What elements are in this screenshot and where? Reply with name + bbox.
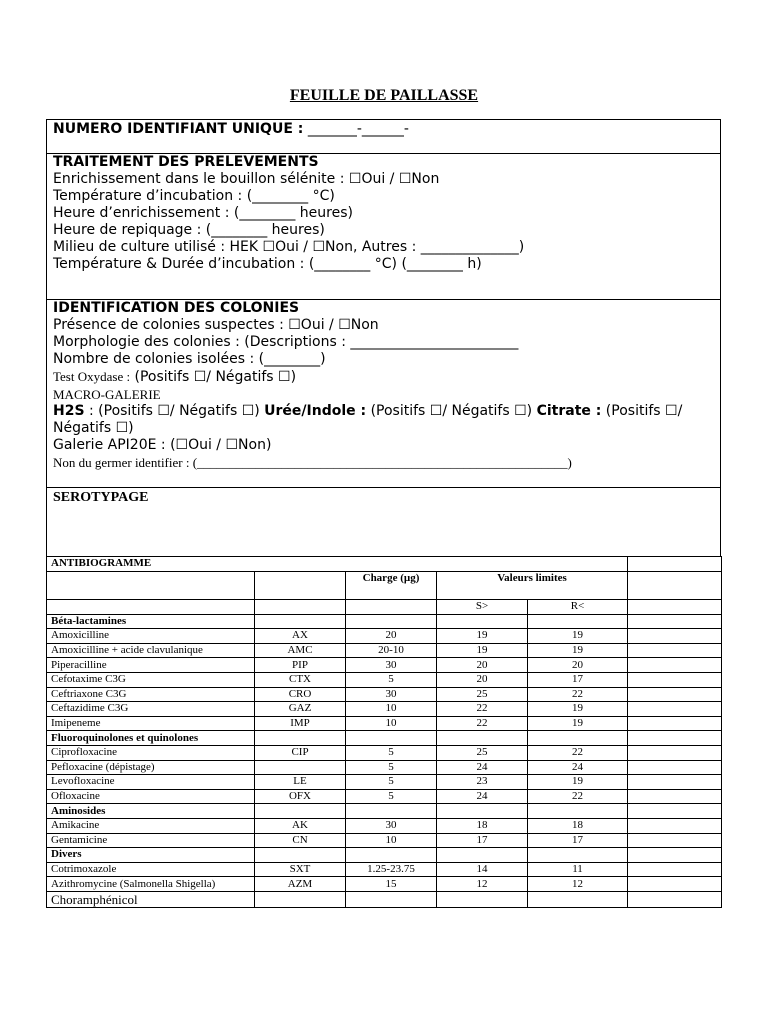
antibiotic-s-limit: 25 xyxy=(437,687,528,702)
uree-indole-value[interactable]: (Positifs ☐/ Négatifs ☐) xyxy=(366,403,537,419)
antibiotic-s-limit xyxy=(437,891,528,907)
antibiotic-s-limit: 14 xyxy=(437,862,528,877)
antibiotic-s-limit: 20 xyxy=(437,658,528,673)
antibiotic-name: Amoxicilline xyxy=(47,629,255,644)
antibiotic-code: PIP xyxy=(255,658,346,673)
antibiogramme-title: ANTIBIOGRAMME xyxy=(47,557,628,572)
antibiotic-group-row xyxy=(47,848,722,863)
antibiotic-charge: 30 xyxy=(346,687,437,702)
antibiotic-name: Cotrimoxazole xyxy=(47,862,255,877)
antibiotic-row xyxy=(47,789,722,804)
antibiotic-code: SXT xyxy=(255,862,346,877)
antibiogramme-subheader-row xyxy=(47,599,722,614)
traitement-header: TRAITEMENT DES PRELEVEMENTS xyxy=(53,154,319,170)
antibiotic-s-limit: 24 xyxy=(437,789,528,804)
antibiotic-charge: 5 xyxy=(346,760,437,775)
identifier-label: NUMERO IDENTIFIANT UNIQUE : xyxy=(53,121,304,137)
valeurs-limites-header: Valeurs limites xyxy=(437,571,628,599)
antibiotic-result-cell[interactable] xyxy=(628,687,722,702)
antibiotic-code: CRO xyxy=(255,687,346,702)
antibiotic-name: Amoxicilline + acide clavulanique xyxy=(47,643,255,658)
antibiotic-charge: 20 xyxy=(346,629,437,644)
antibiotic-r-limit: 19 xyxy=(528,643,628,658)
antibiotic-code: AMC xyxy=(255,643,346,658)
morphologie-line[interactable]: Morphologie des colonies : (Descriptions : ________________________ xyxy=(53,334,519,350)
antibiotic-name: Ciprofloxacine xyxy=(47,745,255,760)
antibiotic-row xyxy=(47,775,722,790)
antibiotic-code: GAZ xyxy=(255,702,346,717)
galerie-api20e-line[interactable]: Galerie API20E : (☐Oui / ☐Non) xyxy=(53,437,272,453)
antibiotic-group-label: Béta-lactamines xyxy=(47,614,255,629)
traitement-section xyxy=(46,153,721,300)
antibiotic-charge: 5 xyxy=(346,745,437,760)
antibiotic-r-limit: 17 xyxy=(528,833,628,848)
antibiotic-s-limit: 17 xyxy=(437,833,528,848)
antibiotic-r-limit: 20 xyxy=(528,658,628,673)
antibiotic-name: Ceftriaxone C3G xyxy=(47,687,255,702)
temperature-duree-line[interactable]: Température & Durée d’incubation : (________ °C) (________ h) xyxy=(53,256,482,272)
antibiotic-r-limit: 19 xyxy=(528,775,628,790)
serotypage-section xyxy=(46,487,721,557)
antibiotic-code xyxy=(255,760,346,775)
antibiotic-charge: 15 xyxy=(346,877,437,892)
antibiotic-result-cell[interactable] xyxy=(628,760,722,775)
antibiogramme-header-row xyxy=(47,571,722,599)
nombre-colonies-line[interactable]: Nombre de colonies isolées : (________) xyxy=(53,351,326,367)
temperature-incubation-line[interactable]: Température d’incubation : (________ °C) xyxy=(53,188,335,204)
antibiotic-result-cell[interactable] xyxy=(628,818,722,833)
antibiotic-row xyxy=(47,877,722,892)
antibiotic-name: Gentamicine xyxy=(47,833,255,848)
antibiotic-row xyxy=(47,643,722,658)
germe-identifie-line[interactable]: Non du germer identifier : (_________________________________________________________) xyxy=(53,455,572,470)
antibiotic-charge: 20-10 xyxy=(346,643,437,658)
antibiotic-result-cell[interactable] xyxy=(628,789,722,804)
s-header: S> xyxy=(437,599,528,614)
antibiotic-group-row xyxy=(47,614,722,629)
citrate-label: Citrate : xyxy=(536,403,602,419)
oxydase-line[interactable] xyxy=(53,368,714,386)
antibiotic-result-cell[interactable] xyxy=(628,833,722,848)
antibiogramme-table xyxy=(46,556,722,908)
antibiotic-code xyxy=(255,891,346,907)
antibiotic-group-label: Divers xyxy=(47,848,255,863)
antibiotic-s-limit: 25 xyxy=(437,745,528,760)
antibiotic-r-limit: 19 xyxy=(528,629,628,644)
antibiotic-row xyxy=(47,658,722,673)
antibiotic-group-label: Fluoroquinolones et quinolones xyxy=(47,731,255,746)
h2s-label: H2S xyxy=(53,403,85,419)
antibiotic-result-cell[interactable] xyxy=(628,775,722,790)
antibiotic-charge: 1.25-23.75 xyxy=(346,862,437,877)
antibiotic-s-limit: 22 xyxy=(437,716,528,731)
antibiotic-code: LE xyxy=(255,775,346,790)
antibiotic-s-limit: 18 xyxy=(437,818,528,833)
heure-enrichissement-line[interactable]: Heure d’enrichissement : (________ heures) xyxy=(53,205,353,221)
antibiotic-s-limit: 19 xyxy=(437,629,528,644)
antibiotic-code: CN xyxy=(255,833,346,848)
antibiotic-row xyxy=(47,833,722,848)
enrichissement-line[interactable]: Enrichissement dans le bouillon sélénite : ☐Oui / ☐Non xyxy=(53,171,440,187)
macro-galerie-tests[interactable] xyxy=(53,403,714,437)
oxydase-label: Test Oxydase : xyxy=(53,369,131,384)
antibiotic-s-limit: 23 xyxy=(437,775,528,790)
antibiotic-row xyxy=(47,672,722,687)
milieu-culture-line[interactable]: Milieu de culture utilisé : HEK ☐Oui / ☐Non, Autres : ______________) xyxy=(53,239,525,255)
antibiotic-result-cell[interactable] xyxy=(628,891,722,907)
antibiotic-r-limit: 19 xyxy=(528,716,628,731)
antibiotic-group-row xyxy=(47,731,722,746)
antibiotic-result-cell[interactable] xyxy=(628,629,722,644)
identification-section xyxy=(46,299,721,488)
antibiotic-name: Ofloxacine xyxy=(47,789,255,804)
antibiotic-r-limit: 17 xyxy=(528,672,628,687)
antibiotic-name: Amikacine xyxy=(47,818,255,833)
antibiotic-charge: 5 xyxy=(346,789,437,804)
antibiotic-r-limit: 19 xyxy=(528,702,628,717)
antibiotic-name: Ceftazidime C3G xyxy=(47,702,255,717)
oxydase-value[interactable]: (Positifs ☐/ Négatifs ☐) xyxy=(130,369,297,385)
antibiotic-result-cell[interactable] xyxy=(628,877,722,892)
antibiotic-row xyxy=(47,862,722,877)
uree-indole-label: Urée/Indole : xyxy=(264,403,367,419)
antibiotic-code: AK xyxy=(255,818,346,833)
identifier-section xyxy=(46,119,721,154)
antibiotic-name: Azithromycine (Salmonella Shigella) xyxy=(47,877,255,892)
antibiotic-name: Imipeneme xyxy=(47,716,255,731)
antibiotic-result-cell[interactable] xyxy=(628,862,722,877)
heure-repiquage-line[interactable]: Heure de repiquage : (________ heures) xyxy=(53,222,325,238)
antibiotic-code: OFX xyxy=(255,789,346,804)
antibiotic-r-limit: 12 xyxy=(528,877,628,892)
presence-colonies-line[interactable]: Présence de colonies suspectes : ☐Oui / ☐Non xyxy=(53,317,379,333)
antibiotic-name: Pefloxacine (dépistage) xyxy=(47,760,255,775)
antibiogramme-title-row xyxy=(47,557,722,572)
antibiotic-result-cell[interactable] xyxy=(628,672,722,687)
antibiotic-code: CIP xyxy=(255,745,346,760)
antibiotic-row xyxy=(47,716,722,731)
antibiotic-group-row xyxy=(47,804,722,819)
antibiotic-row xyxy=(47,760,722,775)
h2s-value[interactable]: : (Positifs ☐/ Négatifs ☐) xyxy=(84,403,265,419)
antibiotic-s-limit: 22 xyxy=(437,702,528,717)
antibiotic-row xyxy=(47,818,722,833)
antibiotic-code: AX xyxy=(255,629,346,644)
antibiotic-r-limit: 18 xyxy=(528,818,628,833)
antibiotic-charge: 5 xyxy=(346,672,437,687)
antibiotic-result-cell[interactable] xyxy=(628,745,722,760)
r-header: R< xyxy=(528,599,628,614)
citrate-value[interactable]: (Positifs ☐/ Négatifs ☐) xyxy=(53,403,683,436)
charge-header: Charge (µg) xyxy=(346,571,437,599)
antibiotic-s-limit: 20 xyxy=(437,672,528,687)
identifier-field[interactable]: _______-______- xyxy=(307,121,409,137)
antibiotic-code: CTX xyxy=(255,672,346,687)
antibiotic-charge xyxy=(346,891,437,907)
antibiotic-r-limit: 22 xyxy=(528,745,628,760)
serotypage-header: SEROTYPAGE xyxy=(53,490,149,505)
antibiotic-charge: 10 xyxy=(346,702,437,717)
antibiotic-row xyxy=(47,702,722,717)
antibiotic-charge: 30 xyxy=(346,818,437,833)
antibiotic-name: Cefotaxime C3G xyxy=(47,672,255,687)
antibiotic-r-limit xyxy=(528,891,628,907)
antibiotic-s-limit: 19 xyxy=(437,643,528,658)
antibiotic-s-limit: 12 xyxy=(437,877,528,892)
antibiotic-result-cell[interactable] xyxy=(628,658,722,673)
antibiotic-group-label: Aminosides xyxy=(47,804,255,819)
antibiotic-name: Piperacilline xyxy=(47,658,255,673)
antibiotic-charge: 5 xyxy=(346,775,437,790)
antibiotic-charge: 30 xyxy=(346,658,437,673)
antibiotic-s-limit: 24 xyxy=(437,760,528,775)
antibiotic-name: Choramphénicol xyxy=(47,891,255,907)
antibiotic-r-limit: 22 xyxy=(528,789,628,804)
page-title: FEUILLE DE PAILLASSE xyxy=(289,87,479,104)
antibiotic-code: AZM xyxy=(255,877,346,892)
antibiotic-row xyxy=(47,629,722,644)
antibiotic-result-cell[interactable] xyxy=(628,716,722,731)
antibiotic-charge: 10 xyxy=(346,833,437,848)
antibiotic-result-cell[interactable] xyxy=(628,702,722,717)
macro-galerie-label: MACRO-GALERIE xyxy=(53,387,161,402)
antibiotic-row xyxy=(47,745,722,760)
antibiotic-r-limit: 11 xyxy=(528,862,628,877)
identification-header: IDENTIFICATION DES COLONIES xyxy=(53,300,300,316)
antibiotic-row xyxy=(47,687,722,702)
antibiotic-code: IMP xyxy=(255,716,346,731)
antibiotic-r-limit: 24 xyxy=(528,760,628,775)
antibiotic-result-cell[interactable] xyxy=(628,643,722,658)
antibiotic-row xyxy=(47,891,722,907)
antibiotic-charge: 10 xyxy=(346,716,437,731)
antibiotic-r-limit: 22 xyxy=(528,687,628,702)
antibiotic-name: Levofloxacine xyxy=(47,775,255,790)
